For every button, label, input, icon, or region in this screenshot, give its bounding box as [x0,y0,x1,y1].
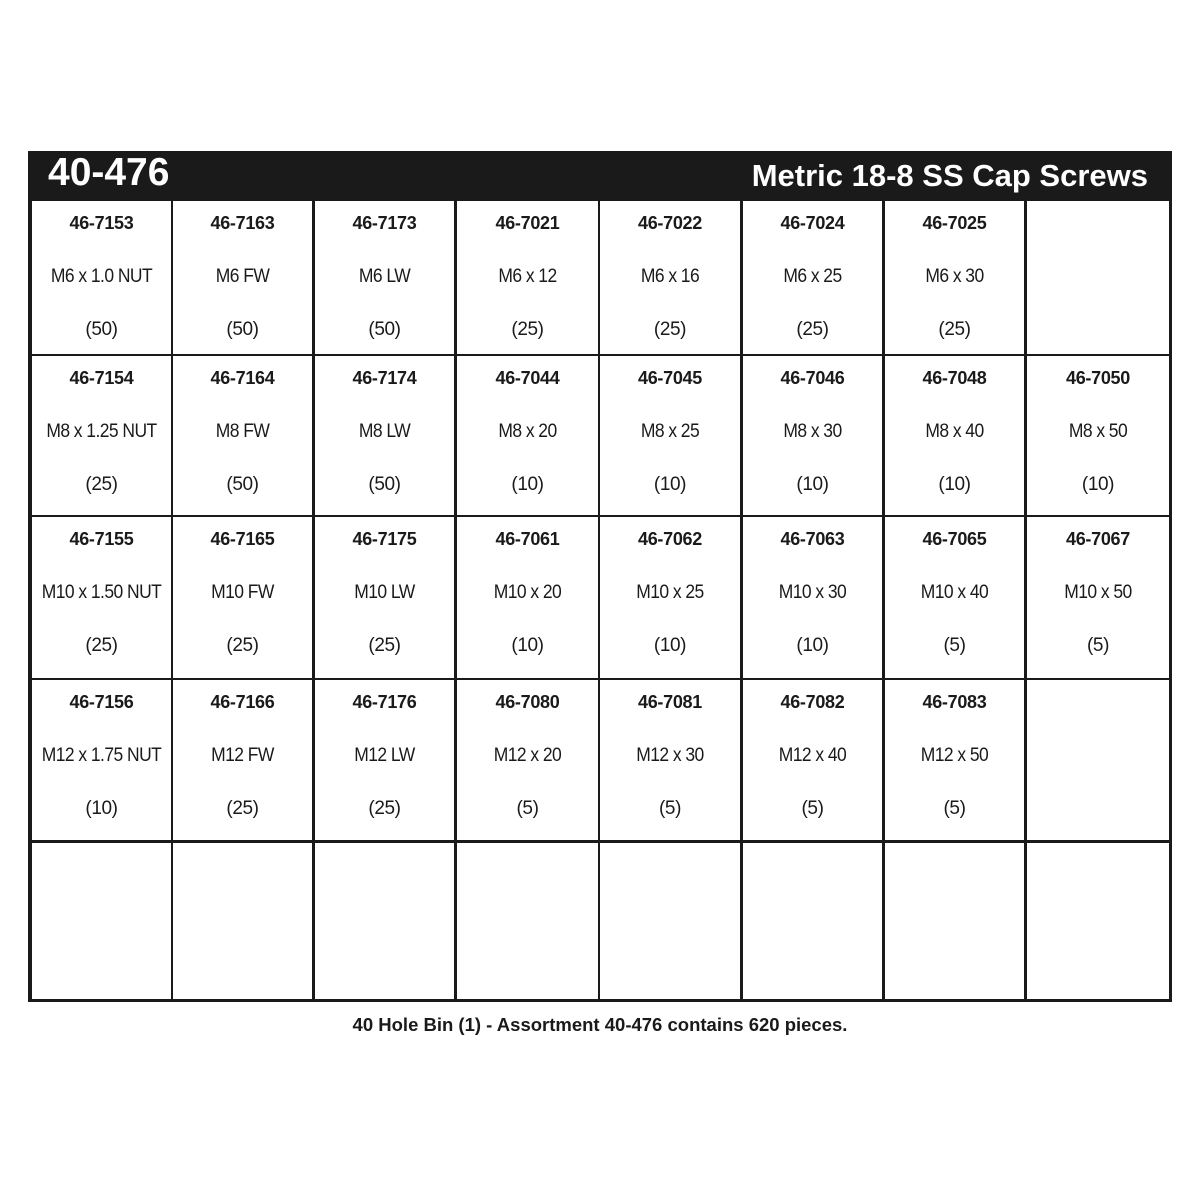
bin-cell [885,201,1024,354]
empty-bin-cell [457,843,598,999]
bin-cell [32,356,171,515]
part-description: M12 x 50 [920,745,989,766]
part-quantity: (25) [368,635,401,656]
part-quantity: (5) [516,798,539,819]
bin-cell [1027,517,1169,678]
part-description: M6 x 1.0 NUT [50,266,153,287]
part-description: M8 x 1.25 NUT [46,421,157,442]
part-number: 46-7022 [638,213,702,233]
part-number: 46-7045 [638,368,702,388]
part-quantity: (25) [368,798,401,819]
part-quantity: (10) [938,474,971,495]
bin-cell [885,356,1024,515]
part-number: 46-7156 [69,692,134,712]
part-description: M6 x 12 [498,266,557,287]
part-number: 46-7061 [495,529,560,549]
part-description: M10 x 30 [778,582,847,603]
bin-cell [600,356,740,515]
part-description: M10 LW [354,582,415,603]
part-quantity: (10) [653,635,687,656]
part-number: 46-7083 [922,692,987,712]
part-description: M8 x 40 [925,421,984,442]
part-description: M8 LW [358,421,411,442]
bin-cell [173,517,312,678]
part-number: 46-7163 [210,213,275,233]
bin-cell [600,201,740,354]
bin-cell [32,517,171,678]
part-quantity: (5) [943,798,966,819]
assortment-footer-note: 40 Hole Bin (1) - Assortment 40-476 contains 620 pieces. [352,1014,848,1035]
part-quantity: (10) [85,798,118,819]
part-number: 46-7175 [352,529,417,549]
part-quantity: (10) [653,474,687,495]
bin-cell [600,680,740,840]
part-description: M10 x 40 [920,582,989,603]
part-quantity: (10) [796,474,829,495]
part-number: 46-7080 [495,692,560,712]
part-quantity: (25) [653,319,687,340]
bin-cell [32,680,171,840]
part-description: M6 LW [358,266,411,287]
part-quantity: (10) [796,635,829,656]
sheet-header [28,151,1172,199]
bin-cell [743,517,882,678]
empty-bin-cell [1027,680,1169,840]
part-description: M6 x 16 [640,266,700,287]
part-number: 46-7021 [495,213,560,233]
empty-bin-cell [1027,843,1169,999]
part-number: 46-7166 [210,692,275,712]
part-description: M8 x 50 [1068,421,1128,442]
bin-cell [315,356,454,515]
part-description: M12 x 1.75 NUT [41,745,162,766]
part-description: M8 FW [215,421,270,442]
part-number: 46-7176 [352,692,417,712]
part-number: 46-7025 [922,213,987,233]
part-number: 46-7155 [69,529,134,549]
bin-cell [173,201,312,354]
bin-cell [315,680,454,840]
part-number: 46-7024 [780,213,845,233]
part-description: M12 x 20 [493,745,562,766]
empty-bin-cell [885,843,1024,999]
part-quantity: (5) [801,798,824,819]
bin-cell [457,201,598,354]
part-quantity: (5) [658,798,682,819]
bin-cell [457,356,598,515]
bin-cell [32,201,171,354]
bin-cell [743,201,882,354]
part-quantity: (5) [1086,635,1110,656]
part-number: 46-7154 [69,368,134,388]
part-number: 46-7048 [922,368,987,388]
bin-cell [457,517,598,678]
part-quantity: (10) [511,474,544,495]
part-quantity: (5) [943,635,966,656]
bin-cell [457,680,598,840]
part-quantity: (10) [511,635,544,656]
part-description: M12 FW [211,745,274,766]
bin-cell [315,517,454,678]
part-number: 46-7173 [352,213,417,233]
part-quantity: (25) [85,474,118,495]
empty-bin-cell [600,843,740,999]
part-quantity: (50) [368,474,401,495]
assortment-sheet [28,151,1172,1002]
part-description: M6 x 25 [783,266,842,287]
empty-bin-cell [1027,201,1169,354]
part-description: M8 x 25 [640,421,700,442]
part-quantity: (25) [226,635,259,656]
part-description: M6 x 30 [925,266,984,287]
part-description: M10 x 1.50 NUT [41,582,162,603]
part-quantity: (25) [226,798,259,819]
part-description: M6 FW [215,266,270,287]
part-description: M10 x 50 [1064,582,1132,603]
assortment-code: 40-476 [48,151,170,194]
part-quantity: (25) [796,319,829,340]
part-number: 46-7062 [638,529,702,549]
bin-cell [885,680,1024,840]
empty-bin-cell [315,843,454,999]
part-number: 46-7082 [780,692,845,712]
part-description: M10 x 20 [493,582,562,603]
assortment-title: Metric 18-8 SS Cap Screws [751,158,1148,193]
part-number: 46-7174 [352,368,417,388]
part-quantity: (10) [1081,474,1115,495]
part-quantity: (25) [85,635,118,656]
part-description: M12 x 30 [636,745,704,766]
empty-bin-cell [743,843,882,999]
bin-cell [600,517,740,678]
part-description: M12 x 40 [778,745,847,766]
part-quantity: (25) [938,319,971,340]
part-description: M10 x 25 [636,582,704,603]
part-description: M10 FW [211,582,274,603]
part-quantity: (25) [511,319,544,340]
bin-cell [743,680,882,840]
bin-cell [315,201,454,354]
bin-cell [743,356,882,515]
part-quantity: (50) [226,319,259,340]
bin-cell [1027,356,1169,515]
part-number: 46-7044 [495,368,560,388]
part-quantity: (50) [85,319,118,340]
part-number: 46-7065 [922,529,987,549]
part-number: 46-7050 [1066,368,1130,388]
part-number: 46-7081 [638,692,702,712]
empty-bin-cell [173,843,312,999]
bin-cell [173,356,312,515]
part-quantity: (50) [368,319,401,340]
part-number: 46-7046 [780,368,845,388]
part-number: 46-7153 [69,213,134,233]
part-number: 46-7165 [210,529,275,549]
empty-bin-cell [32,843,171,999]
part-number: 46-7164 [210,368,275,388]
part-description: M8 x 20 [498,421,557,442]
part-quantity: (50) [226,474,259,495]
bin-cell [885,517,1024,678]
part-description: M12 LW [354,745,415,766]
part-number: 46-7063 [780,529,845,549]
part-description: M8 x 30 [783,421,842,442]
bin-cell [173,680,312,840]
part-number: 46-7067 [1066,529,1130,549]
